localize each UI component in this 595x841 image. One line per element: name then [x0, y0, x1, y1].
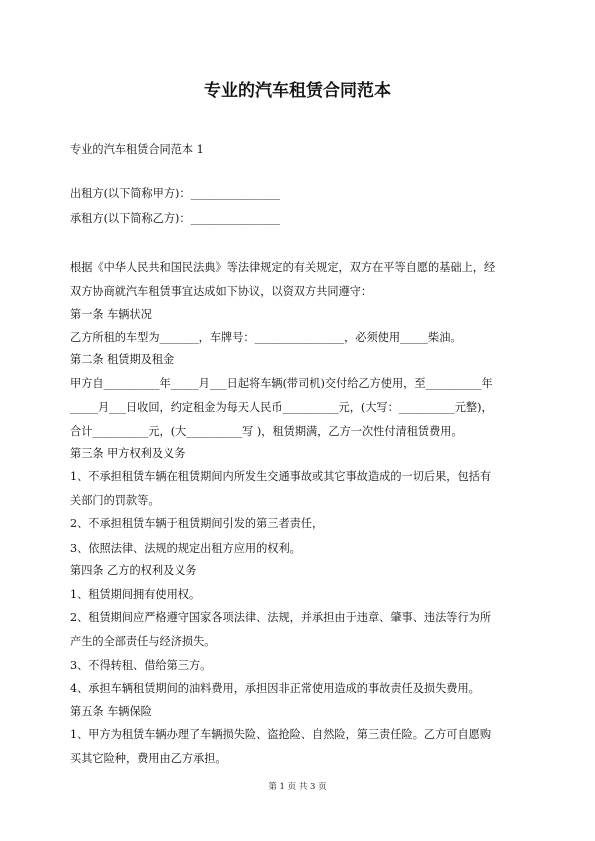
article-3-item-1-line-2: 关部门的罚款等。 — [70, 494, 160, 507]
article-2-line-1: 甲方自__________年_____月___日起将车辆(带司机)交付给乙方使用，至__________年 — [70, 377, 493, 390]
article-5-item-1-line-1: 1、甲方为租赁车辆办理了车辆损失险、盗抢险、自然险，第三责任险。乙方可自愿购 — [70, 728, 492, 741]
article-5-item-1-line-2: 买其它险种，费用由乙方承担。 — [70, 752, 227, 765]
intro-line-1: 根据《中华人民共和国民法典》等法律规定的有关规定，双方在平等自愿的基础上，经 — [70, 261, 496, 274]
article-4-item-2-line-1: 2、租赁期间应严格遵守国家各项法律、法规，并承担由于违章、肇事、违法等行为所 — [70, 611, 492, 624]
article-2-line-2: _____月___日收回，约定租金为每天人民币__________元，(大写：__________元整)， — [70, 401, 493, 414]
party-a-line: 出租方(以下简称甲方)：________________ — [70, 187, 281, 200]
article-4-item-3: 3、不得转租、借给第三方。 — [70, 659, 212, 672]
article-1-body: 乙方所租的车型为_______，车牌号：________________，必须使用_____柴油。 — [70, 331, 462, 344]
article-2-line-3: 合计__________元，(大__________写 )，租赁期满，乙方一次性付清租赁费用。 — [70, 425, 463, 438]
document-title: 专业的汽车租赁合同范本 — [204, 81, 391, 101]
article-5-heading: 第五条 车辆保险 — [70, 705, 152, 718]
page-footer: 第 1 页 共 3 页 — [268, 782, 327, 792]
article-3-item-1-line-1: 1、不承担租赁车辆在租赁期间内所发生交通事故或其它事故造成的一切后果，包括有 — [70, 470, 492, 483]
article-3-item-3: 3、依照法律、法规的规定出租方应用的权利。 — [70, 542, 301, 555]
article-3-item-2: 2、不承担租赁车辆于租赁期间引发的第三者责任， — [70, 517, 324, 530]
document-subtitle: 专业的汽车租赁合同范本 1 — [70, 143, 204, 156]
article-4-item-2-line-2: 产生的全部责任与经济损失。 — [70, 635, 216, 648]
article-3-heading: 第三条 甲方权利及义务 — [70, 447, 186, 460]
article-2-heading: 第二条 租赁期及租金 — [70, 353, 175, 366]
intro-line-2: 双方协商就汽车租赁事宜达成如下协议，以资双方共同遵守： — [70, 285, 373, 298]
article-4-item-1: 1、租赁期间拥有使用权。 — [70, 588, 201, 601]
article-1-heading: 第一条 车辆状况 — [70, 308, 152, 321]
party-b-line: 承租方(以下简称乙方)：________________ — [70, 212, 281, 225]
article-4-item-4: 4、承担车辆租赁期间的油料费用，承担因非正常使用造成的事故责任及损失费用。 — [70, 682, 480, 695]
article-4-heading: 第四条 乙方的权利及义务 — [70, 564, 197, 577]
